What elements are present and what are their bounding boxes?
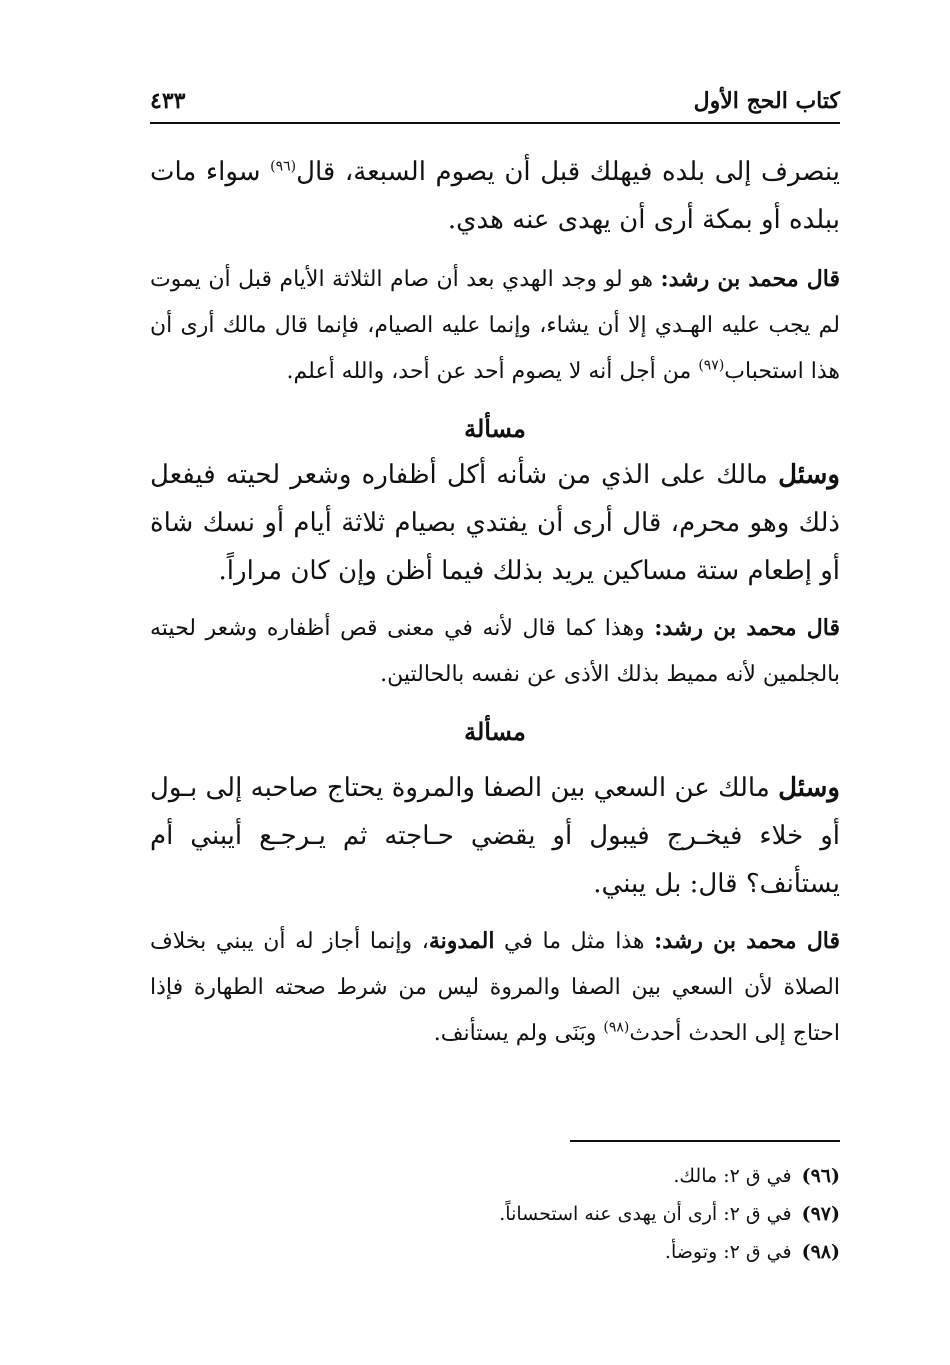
footnote-number: (٩٧) bbox=[801, 1203, 840, 1225]
body-text bbox=[150, 148, 840, 1057]
running-header bbox=[150, 82, 840, 124]
footnote-item bbox=[150, 1157, 840, 1195]
footnote-number: (٩٦) bbox=[801, 1165, 840, 1187]
footnote-text: في ق ٢: أرى أن يهدى عنه استحساناً. bbox=[499, 1203, 792, 1225]
paragraph-6-text-c: وبَنَى ولم يستأنف. bbox=[433, 1021, 604, 1046]
paragraph-3 bbox=[150, 451, 840, 595]
paragraph-5-text: مالك عن السعي بين الصفا والمروة يحتاج صاحبه إلى بـول أو خلاء فيخـرج فيبول أو يقضي حـاجته ثم يـرجـع أيبني أم يستأنف؟ قال: بل يبني. bbox=[150, 773, 840, 899]
section-heading-2: مسألة bbox=[464, 717, 526, 746]
speaker-label: قال محمد بن رشد: bbox=[654, 615, 841, 641]
paragraph-1-text-a: ينصرف إلى بلده فيهلك قبل أن يصوم السبعة، قال bbox=[296, 157, 840, 187]
footnote-ref-97: (٩٧) bbox=[698, 357, 725, 374]
speaker-label: قال محمد بن رشد: bbox=[660, 266, 840, 292]
section-heading-1: مسألة bbox=[464, 414, 526, 443]
paragraph-1-text-b: سواء مات ببلده أو بمكة أرى أن يهدى عنه هدي. bbox=[150, 157, 840, 235]
footnote-number: (٩٨) bbox=[801, 1241, 840, 1263]
paragraph-6-text-b: ، وإنما أجاز له أن يبني بخلاف الصلاة لأن السعي بين الصفا والمروة ليس من شرط صحته الطهارة فإذا احتاج إلى الحدث أحدث bbox=[150, 929, 840, 1046]
footnote-ref-98: (٩٨) bbox=[603, 1019, 630, 1036]
page-number: ٤٣٣ bbox=[150, 88, 186, 114]
footnote-text: في ق ٢: وتوضأ. bbox=[664, 1241, 792, 1263]
speaker-label: قال محمد بن رشد: bbox=[654, 928, 841, 954]
footnote-ref-96: (٩٦) bbox=[270, 158, 297, 175]
paragraph-2-text-a: هو لو وجد الهدي بعد أن صام الثلاثة الأيام قبل أن يموت لم يجب عليه الهـدي إلا أن يشاء، وإنما عليه الصيام، فإنما قال مالك أرى أن هذا استحباب bbox=[150, 267, 840, 384]
paragraph-4 bbox=[150, 605, 840, 698]
paragraph-5-lead: وسئل bbox=[778, 773, 840, 803]
paragraph-4-text: وهذا كما قال لأنه في معنى قص أظفاره وشعر لحيته بالجلمين لأنه مميط بذلك الأذى عن نفسه بالحالتين. bbox=[150, 616, 840, 687]
paragraph-3-text: مالك على الذي من شأنه أكل أظفاره وشعر لحيته فيفعل ذلك وهو محرم، قال أرى أن يفتدي بصيام ثلاثة أيام أو نسك شاة أو إطعام ستة مساكين يريد بذلك فيما أظن وإن كان مراراً. bbox=[150, 460, 840, 586]
paragraph-6 bbox=[150, 918, 840, 1057]
paragraph-3-lead: وسئل bbox=[778, 460, 840, 490]
paragraph-6-text-a: هذا مثل ما في bbox=[494, 929, 655, 954]
footnote-text: في ق ٢: مالك. bbox=[673, 1165, 792, 1187]
footnote-item bbox=[150, 1233, 840, 1271]
bold-term: المدونة bbox=[428, 928, 495, 954]
paragraph-2 bbox=[150, 256, 840, 395]
footnote-item bbox=[150, 1195, 840, 1233]
footnote-divider bbox=[570, 1140, 840, 1142]
paragraph-1 bbox=[150, 148, 840, 244]
footnotes bbox=[150, 1157, 840, 1271]
running-title: كتاب الحج الأول bbox=[693, 88, 840, 114]
paragraph-5 bbox=[150, 764, 840, 908]
paragraph-2-text-b: من أجل أنه لا يصوم أحد عن أحد، والله أعلم. bbox=[286, 359, 699, 384]
